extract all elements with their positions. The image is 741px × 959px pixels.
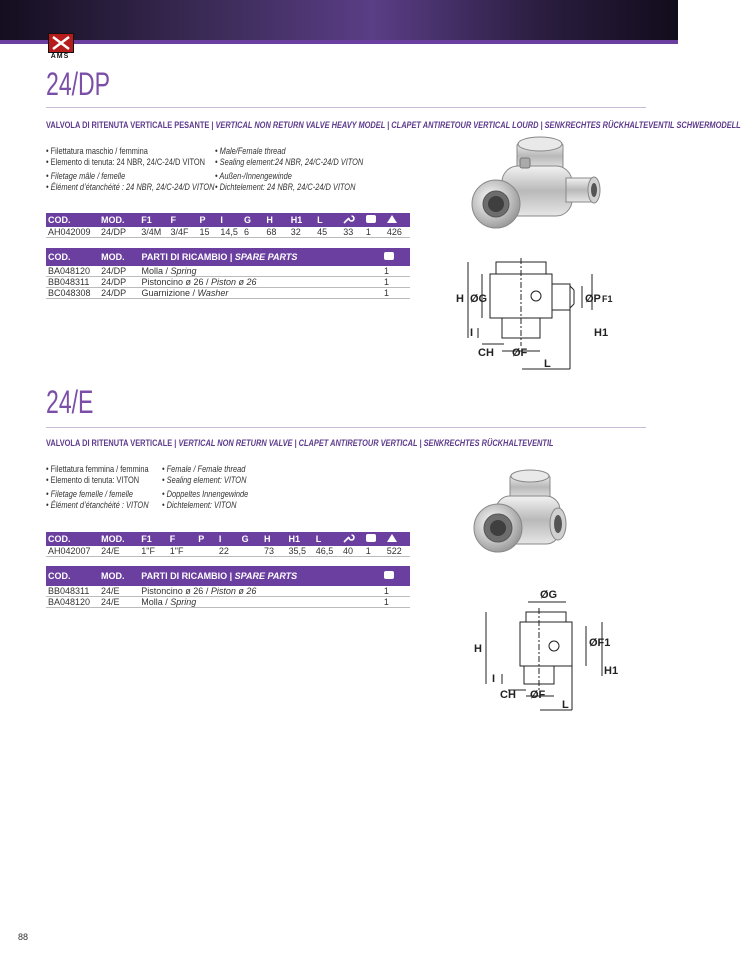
- dim-label: H: [474, 643, 482, 655]
- col-header: MOD.: [99, 248, 139, 266]
- dim-label: ØG: [470, 293, 488, 305]
- feature-item: • Elemento di tenuta: 24 NBR, 24/C-24/D VITON: [46, 157, 205, 168]
- box-icon: [382, 566, 410, 586]
- dim-label: H1: [594, 327, 609, 339]
- col-header: F1: [139, 213, 168, 227]
- dim-label: F1: [602, 294, 613, 304]
- col-header: MOD.: [99, 213, 139, 227]
- col-header: P: [196, 532, 217, 546]
- col-header: H1: [287, 532, 314, 546]
- model-title-24e: 24/E: [46, 384, 94, 420]
- weight-icon: [385, 213, 410, 227]
- dim-label: ØG: [540, 589, 558, 601]
- product-table: [46, 532, 410, 557]
- wrench-icon: [341, 213, 364, 227]
- weight-icon: [385, 532, 410, 546]
- section-divider: [46, 107, 646, 108]
- subtitle-translations: VERTICAL NON RETURN VALVE HEAVY MODEL | CLAPET ANTIRETOUR VERTICAL LOURD | SENKRECHTES RÜCKHALTEVENTIL SCHWERMODELL: [213, 120, 741, 131]
- feature-item: • Sealing element:24 NBR, 24/C-24/D VITON: [215, 157, 364, 168]
- col-header: COD.: [46, 248, 99, 266]
- dim-label: H1: [604, 665, 619, 677]
- col-header: MOD.: [99, 532, 139, 546]
- feature-list-left: [46, 146, 214, 193]
- col-header: G: [242, 213, 264, 227]
- product-table: [46, 213, 410, 238]
- table-row: BA048120 24/DP Molla / Spring 1: [46, 266, 410, 277]
- col-header: COD.: [46, 213, 99, 227]
- subtitle-italian: VALVOLA DI RITENUTA VERTICALE PESANTE |: [46, 120, 214, 131]
- spare-parts-table: [46, 566, 410, 608]
- col-header: H: [264, 213, 288, 227]
- col-header: F: [168, 532, 197, 546]
- feature-item: • Doppeltes Innengewinde: [162, 489, 249, 500]
- feature-item: • Male/Female thread: [215, 146, 286, 157]
- feature-list-right: [162, 464, 248, 511]
- feature-item: • Filetage mâle / femelle: [46, 171, 126, 182]
- product-photo-24dp: [462, 132, 612, 242]
- dim-label: ØP: [585, 293, 601, 305]
- product-table-header: [46, 532, 410, 546]
- feature-list-right: [215, 146, 363, 193]
- brand-logo: [46, 33, 74, 63]
- feature-item: • Dichtelement: 24 NBR, 24/C-24/D VITON: [215, 182, 356, 193]
- table-row: BC048308 24/DP Guarnizione / Washer 1: [46, 288, 410, 299]
- col-header: PARTI DI RICAMBIO | SPARE PARTS: [139, 566, 382, 586]
- section-subtitle: [46, 438, 554, 449]
- product-photo-24e: [466, 466, 576, 566]
- logo-text: AMS: [50, 53, 70, 60]
- col-header: L: [315, 213, 341, 227]
- dim-label: CH: [500, 689, 516, 701]
- feature-item: • Dichtelement: VITON: [162, 500, 237, 511]
- spare-parts-table: [46, 248, 410, 299]
- table-row: BA048120 24/E Molla / Spring 1: [46, 597, 410, 608]
- feature-item: • Filettatura femmina / femmina: [46, 464, 149, 475]
- feature-item: • Elemento di tenuta: VITON: [46, 475, 140, 486]
- col-header: MOD.: [99, 566, 139, 586]
- spare-parts-header: [46, 566, 410, 586]
- dim-label: H: [456, 293, 464, 305]
- dim-label: I: [470, 327, 474, 339]
- col-header: PARTI DI RICAMBIO | SPARE PARTS: [139, 248, 381, 266]
- feature-item: • Filetage femelle / femelle: [46, 489, 134, 500]
- feature-list-left: [46, 464, 149, 511]
- col-header: I: [218, 213, 242, 227]
- col-header: H1: [289, 213, 315, 227]
- table-row: AH042009 24/DP 3/4M 3/4F 15 14,5 6 68 32 45 33 1 426: [46, 227, 410, 238]
- subtitle-translations: VERTICAL NON RETURN VALVE | CLAPET ANTIRETOUR VERTICAL | SENKRECHTES RÜCKHALTEVENTIL: [176, 438, 554, 449]
- dim-label: L: [544, 358, 551, 370]
- col-header: P: [197, 213, 218, 227]
- feature-item: • Filettatura maschio / femmina: [46, 146, 148, 157]
- col-header: I: [217, 532, 240, 546]
- subtitle-italian: VALVOLA DI RITENUTA VERTICALE |: [46, 438, 177, 449]
- section-divider: [46, 427, 646, 428]
- dim-label: CH: [478, 347, 494, 359]
- dim-label: I: [492, 673, 496, 685]
- feature-item: • Female / Female thread: [162, 464, 246, 475]
- product-table-header: [46, 213, 410, 227]
- spare-parts-header: [46, 248, 410, 266]
- feature-item: • Élément d’étanchéité : VITON: [46, 500, 149, 511]
- col-header: COD.: [46, 532, 99, 546]
- dim-label: ØF: [530, 689, 546, 701]
- dim-label: ØF1: [589, 637, 611, 649]
- table-row: BB048311 24/DP Pistoncino ø 26 / Piston ø 26 1: [46, 277, 410, 288]
- feature-item: • Sealing element: VITON: [162, 475, 247, 486]
- col-header: COD.: [46, 566, 99, 586]
- dim-label: L: [562, 699, 569, 711]
- col-header: F1: [139, 532, 168, 546]
- col-header: G: [240, 532, 262, 546]
- table-row: BB048311 24/E Pistoncino ø 26 / Piston ø 26 1: [46, 586, 410, 597]
- box-icon: [364, 532, 385, 546]
- col-header: L: [314, 532, 341, 546]
- col-header: F: [169, 213, 198, 227]
- technical-drawing-24dp: [452, 256, 622, 372]
- feature-item: • Außen-/Innengewinde: [215, 171, 292, 182]
- header-banner: [0, 0, 678, 42]
- box-icon: [382, 248, 410, 266]
- model-title-24dp: 24/DP: [46, 66, 111, 102]
- feature-item: • Élément d’étanchéité : 24 NBR, 24/C-24/D VITON: [46, 182, 215, 193]
- page-number: 88: [18, 932, 29, 942]
- box-icon: [364, 213, 385, 227]
- dim-label: ØF: [512, 347, 528, 359]
- table-row: AH042007 24/E 1"F 1"F 22 73 35,5 46,5 40 1 522: [46, 546, 410, 557]
- header-accent-line: [0, 40, 678, 44]
- section-subtitle: [46, 120, 741, 131]
- logo-mark-icon: [48, 33, 74, 53]
- wrench-icon: [341, 532, 364, 546]
- technical-drawing-24e: [470, 586, 620, 714]
- col-header: H: [262, 532, 287, 546]
